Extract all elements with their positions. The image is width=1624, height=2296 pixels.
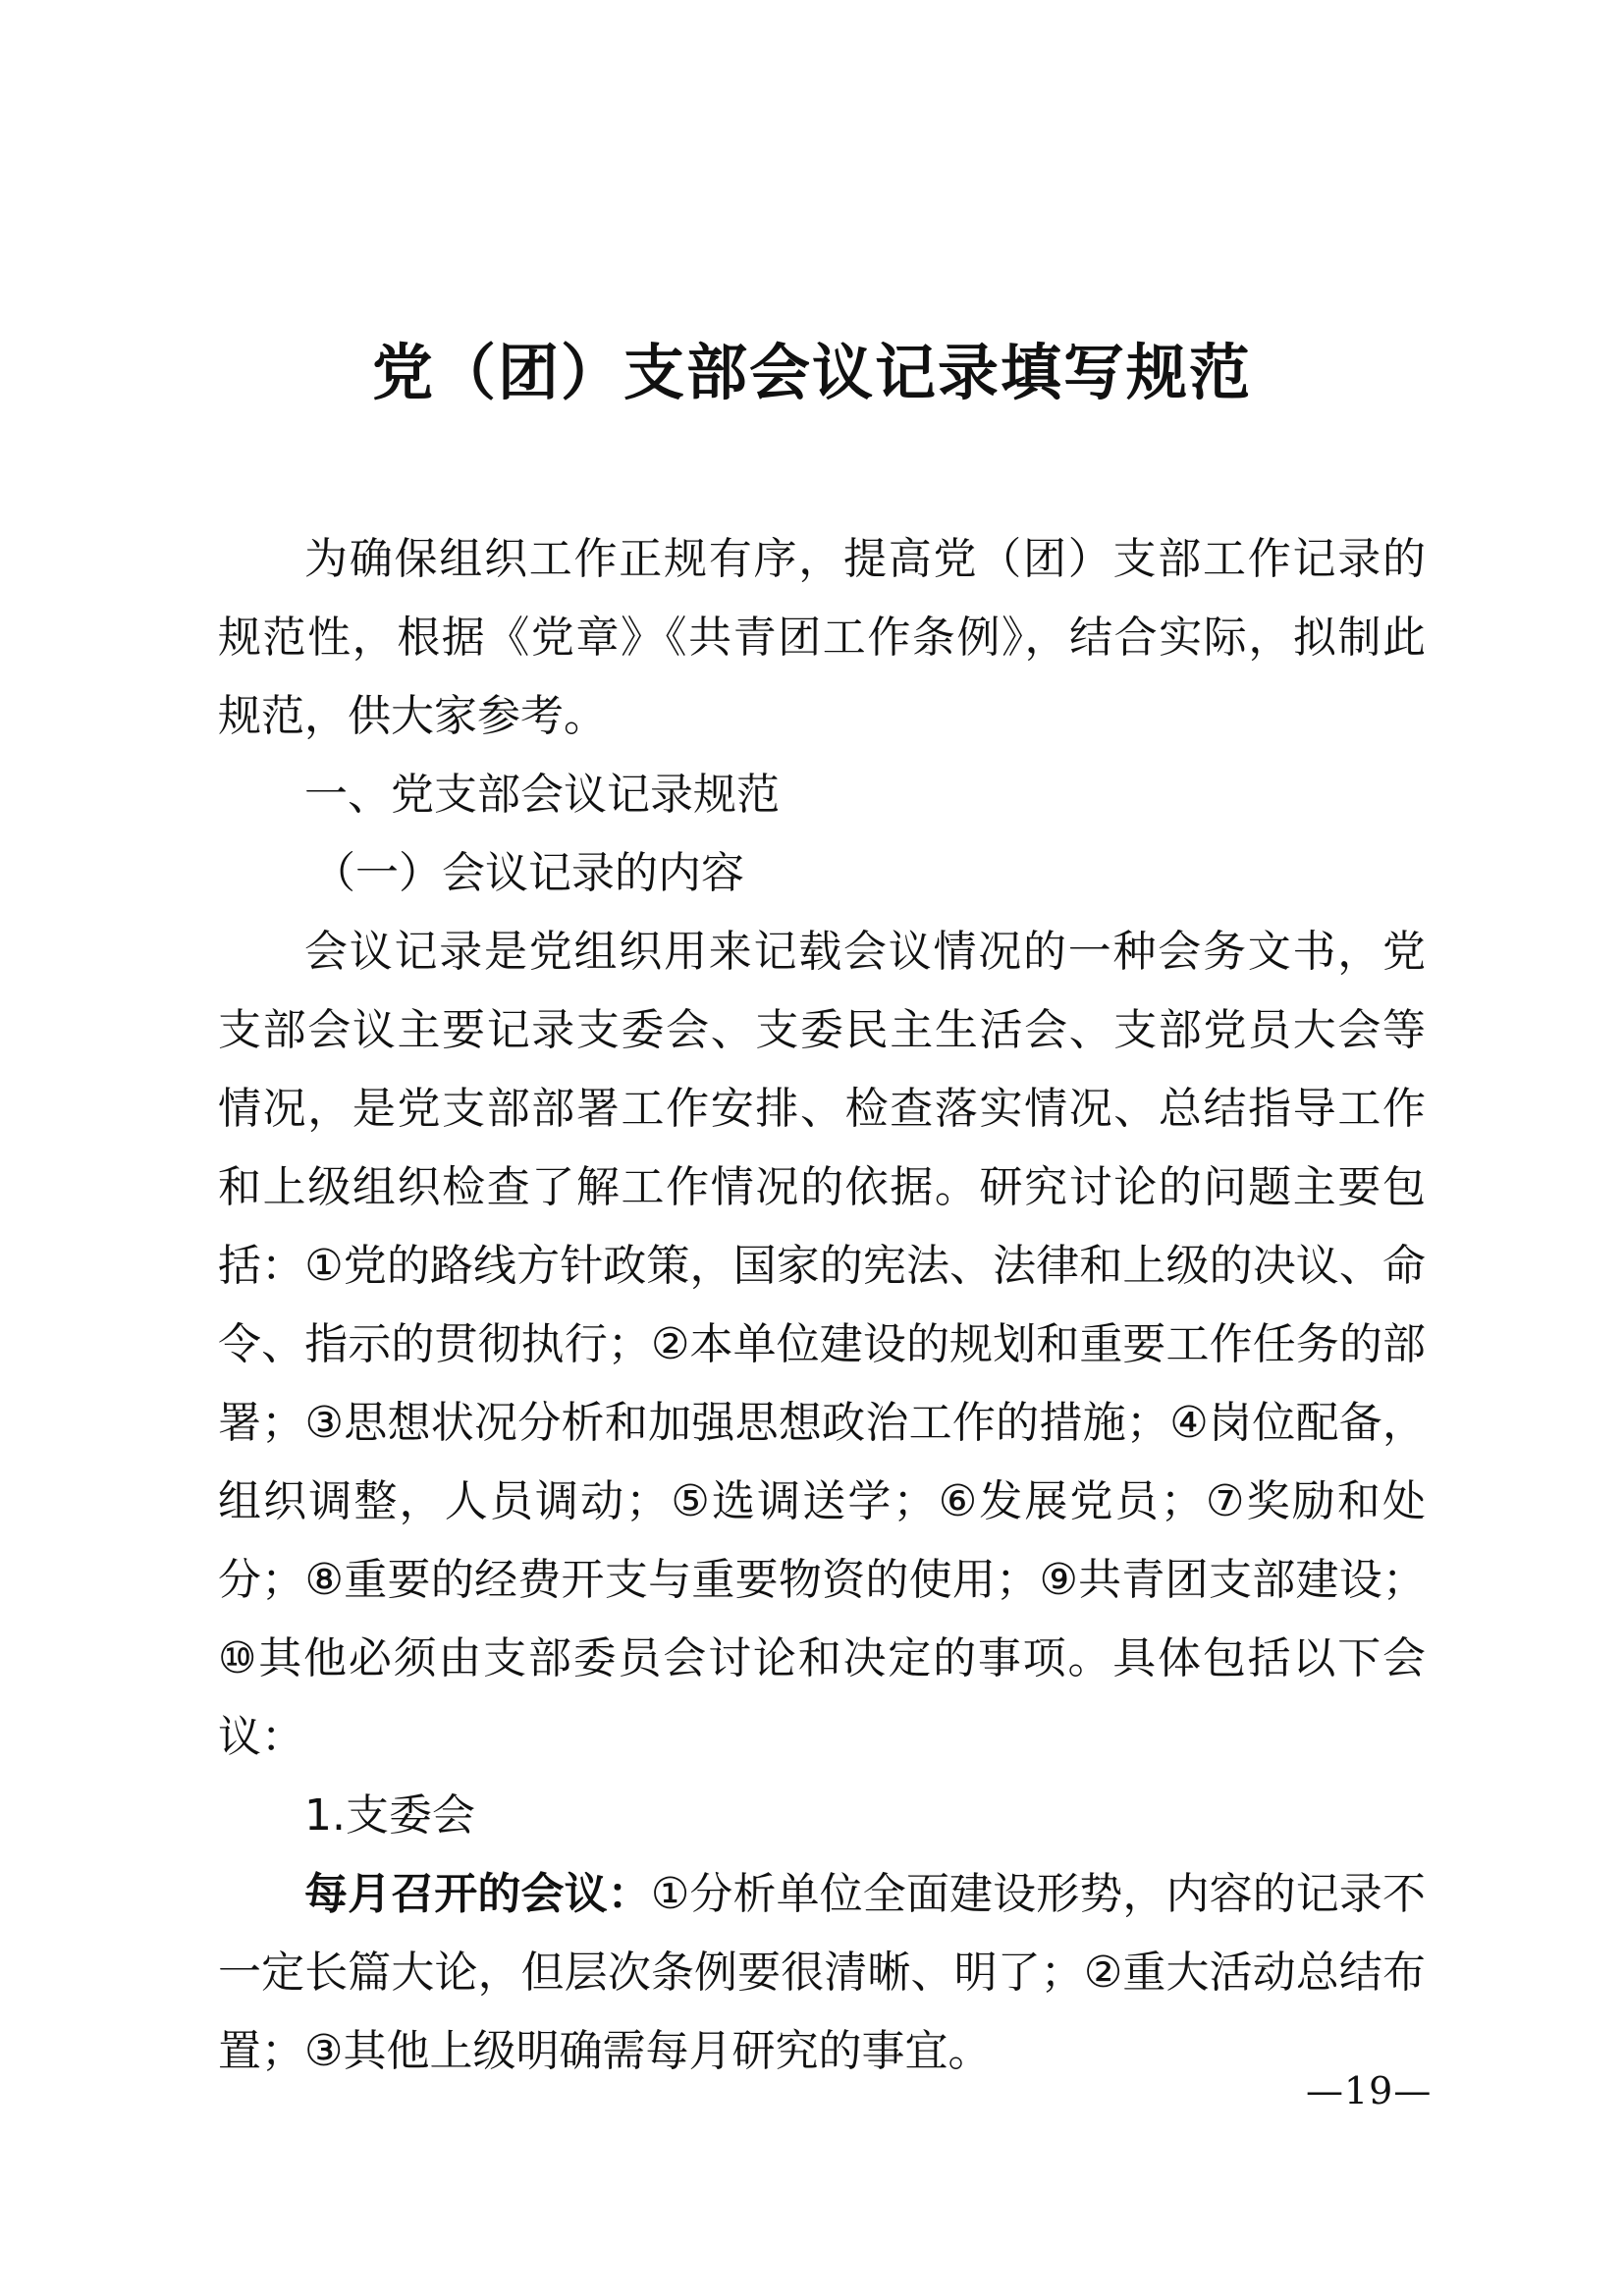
monthly-meeting-text: ①分析单位全面建设形势，内容的记录不一定长篇大论，但层次条例要很清晰、明了；②重大活动总结布置；③其他上级明确需每月研究的事宜。 bbox=[218, 1869, 1427, 2076]
page-number: —19— bbox=[1306, 2069, 1433, 2112]
monthly-meeting-paragraph bbox=[218, 1855, 1426, 2091]
document-title: 党（团）支部会议记录填写规范 bbox=[371, 337, 1252, 408]
main-paragraph: 会议记录是党组织用来记载会议情况的一种会务文书，党支部会议主要记录支委会、支委民主生活会、支部党员大会等情况，是党支部部署工作安排、检查落实情况、总结指导工作和上级组织检查了解工作情况的依据。研究讨论的问题主要包括：①党的路线方针政策，国家的宪法、法律和上级的决议、命令、指示的贯彻执行；②本单位建设的规划和重要工作任务的部署；③思想状况分析和加强思想政治工作的措施；④岗位配备，组织调整，人员调动；⑤选调送学；⑥发展党员；⑦奖励和处分；⑧重要的经费开支与重要物资的使用；⑨共青团支部建设；⑩其他必须由支部委员会讨论和决定的事项。具体包括以下会议： bbox=[218, 927, 1426, 1762]
item-heading: 1.支委会 bbox=[304, 1790, 475, 1841]
section-heading: 一、党支部会议记录规范 bbox=[304, 770, 780, 820]
document-body bbox=[218, 520, 1426, 2091]
monthly-meeting-label: 每月召开的会议： bbox=[304, 1869, 651, 1919]
subsection-heading: （一）会议记录的内容 bbox=[312, 848, 744, 898]
intro-paragraph: 为确保组织工作正规有序，提高党（团）支部工作记录的规范性，根据《党章》《共青团工作条例》，结合实际，拟制此规范，供大家参考。 bbox=[218, 534, 1426, 741]
